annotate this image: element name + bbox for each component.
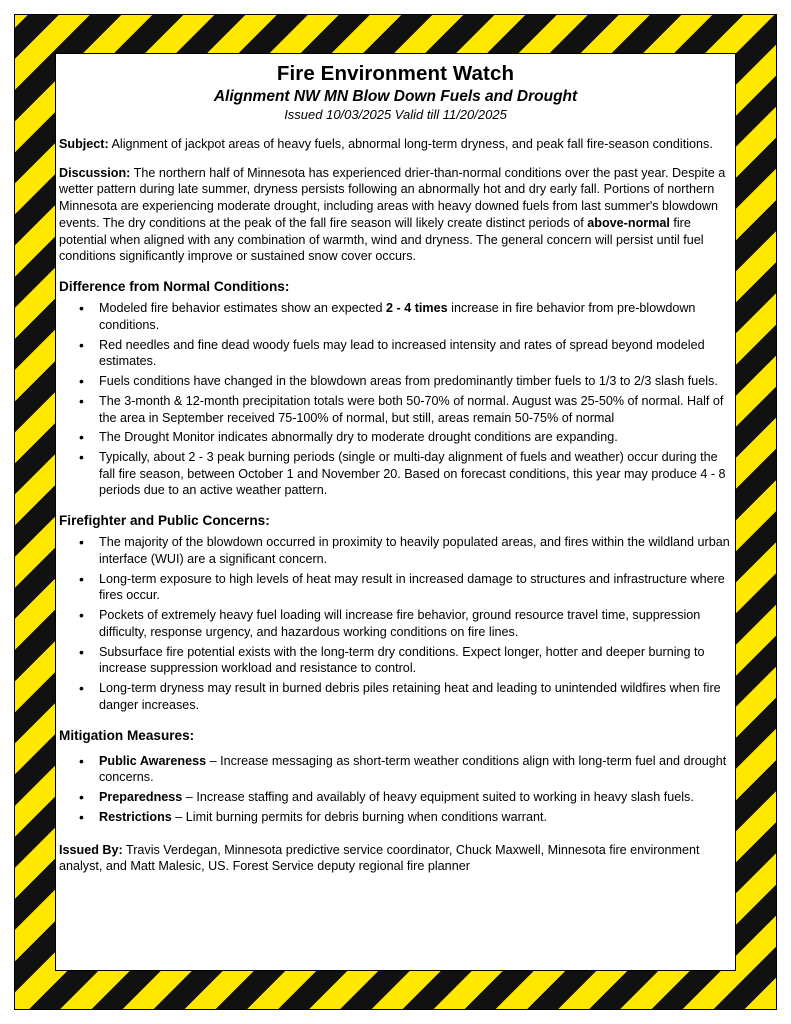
list-item-emphasis: 2 - 4 times xyxy=(386,301,448,316)
list-item xyxy=(99,789,732,806)
list-item-text-post: increase in fire behavior from pre-blowdown conditions. xyxy=(99,301,696,332)
list-item-text-post: – Increase staffing and availably of heavy equipment suited to working in heavy slash fuels. xyxy=(182,790,694,805)
list-item-text-pre: Pockets of extremely heavy fuel loading will increase fire behavior, ground resource travel time, suppression difficulty, response urgency, and hazardous working conditions on fire lines. xyxy=(99,608,701,639)
subject-label: Subject: xyxy=(59,137,109,151)
list-item xyxy=(99,300,732,333)
document-content xyxy=(55,52,736,974)
list-item-emphasis: Public Awareness xyxy=(99,753,207,768)
list-item xyxy=(99,337,732,370)
list-item-text-post: – Increase messaging as short-term weather conditions align with long-term fuel and drought concerns. xyxy=(99,753,727,785)
list-item-text-pre: Typically, about 2 - 3 peak burning periods (single or multi-day alignment of fuels and weather) occur during the fall fire season, between October 1 and November 20. Based on forecast conditions, this year may produce 4 - 8 periods due to an active weather pattern. xyxy=(99,450,726,498)
discussion-paragraph xyxy=(59,165,732,265)
issued-by-text: Travis Verdegan, Minnesota predictive service coordinator, Chuck Maxwell, Minnesota fire environment analyst, and Matt Malesic, US. Forest Service deputy regional fire planner xyxy=(59,842,700,874)
list-item xyxy=(99,571,732,604)
section-heading-concerns: Firefighter and Public Concerns: xyxy=(59,513,270,529)
list-item xyxy=(99,393,732,426)
list-item xyxy=(99,373,732,390)
section-heading-differences: Difference from Normal Conditions: xyxy=(59,279,290,295)
list-item-text-pre: Long-term dryness may result in burned debris piles retaining heat and leading to unintended wildfires when fire danger increases. xyxy=(99,681,721,712)
list-item-text-pre: Subsurface fire potential exists with the long-term dry conditions. Expect longer, hotter and deeper burning to increase suppression workload and resistance to control. xyxy=(99,644,705,676)
list-item-text-pre: Long-term exposure to high levels of heat may result in increased damage to structures and infrastructure where fires occur. xyxy=(99,571,725,603)
subject-paragraph xyxy=(59,136,732,153)
list-item-text-pre: The Drought Monitor indicates abnormally dry to moderate drought conditions are expanding. xyxy=(99,430,618,445)
list-item-text-pre: The 3-month & 12-month precipitation totals were both 50-70% of normal. August was 25-50% of normal. Half of the area in September received 75-100% of normal, but still, areas remain 50-75% of normal xyxy=(99,393,724,425)
list-item-text-pre: Red needles and fine dead woody fuels may lead to increased intensity and rates of spread beyond modeled estimates. xyxy=(99,337,705,369)
list-item xyxy=(99,607,732,640)
list-item xyxy=(99,449,732,499)
discussion-text-part1: The northern half of Minnesota has experienced drier-than-normal conditions over the past year. Despite a wetter pattern during late summer, dryness persists following an abnormally hot and dry early fall. Portions of northern Minnesota are experiencing moderate drought, including areas with heavy downed fuels from last summer's blowdown events. The dry conditions at the peak of the fall fire season will likely create distinct periods of xyxy=(59,165,726,230)
list-item xyxy=(99,809,732,826)
list-item xyxy=(99,680,732,713)
list-item-emphasis: Restrictions xyxy=(99,809,172,824)
list-item-text-post: – Limit burning permits for debris burning when conditions warrant. xyxy=(171,809,547,824)
list-item-text-pre: Modeled fire behavior estimates show an expected xyxy=(99,301,387,316)
list-item-text-pre: Fuels conditions have changed in the blowdown areas from predominantly timber fuels to 1/3 to 2/3 slash fuels. xyxy=(99,374,718,389)
page-title: Fire Environment Watch xyxy=(276,62,515,85)
discussion-emphasis: above-normal xyxy=(587,215,670,230)
list-item xyxy=(99,534,732,567)
section-list-differences xyxy=(59,300,732,499)
discussion-text-part2: fire potential when aligned with any combination of warmth, wind and dryness. The general concern will persist until fuel conditions significantly improve or sustained snow cover occurs. xyxy=(59,215,704,264)
page-subtitle: Alignment NW MN Blow Down Fuels and Drought xyxy=(213,88,578,105)
list-item xyxy=(99,753,732,786)
issued-by-block xyxy=(59,842,732,875)
issued-valid-dates: Issued 10/03/2025 Valid till 11/20/2025 xyxy=(284,107,507,122)
discussion-label: Discussion: xyxy=(59,165,131,180)
issued-by-label: Issued By: xyxy=(59,842,123,857)
list-item-emphasis: Preparedness xyxy=(99,790,183,805)
section-list-concerns xyxy=(59,534,732,713)
list-item xyxy=(99,429,732,446)
section-heading-mitigation: Mitigation Measures: xyxy=(59,727,195,743)
section-list-mitigation xyxy=(59,753,732,826)
list-item xyxy=(99,644,732,677)
list-item-text-pre: The majority of the blowdown occurred in proximity to heavily populated areas, and fires within the wildland urban interface (WUI) are a significant concern. xyxy=(99,535,730,566)
subject-text: Alignment of jackpot areas of heavy fuels, abnormal long-term dryness, and peak fall fire-season conditions. xyxy=(108,137,713,151)
